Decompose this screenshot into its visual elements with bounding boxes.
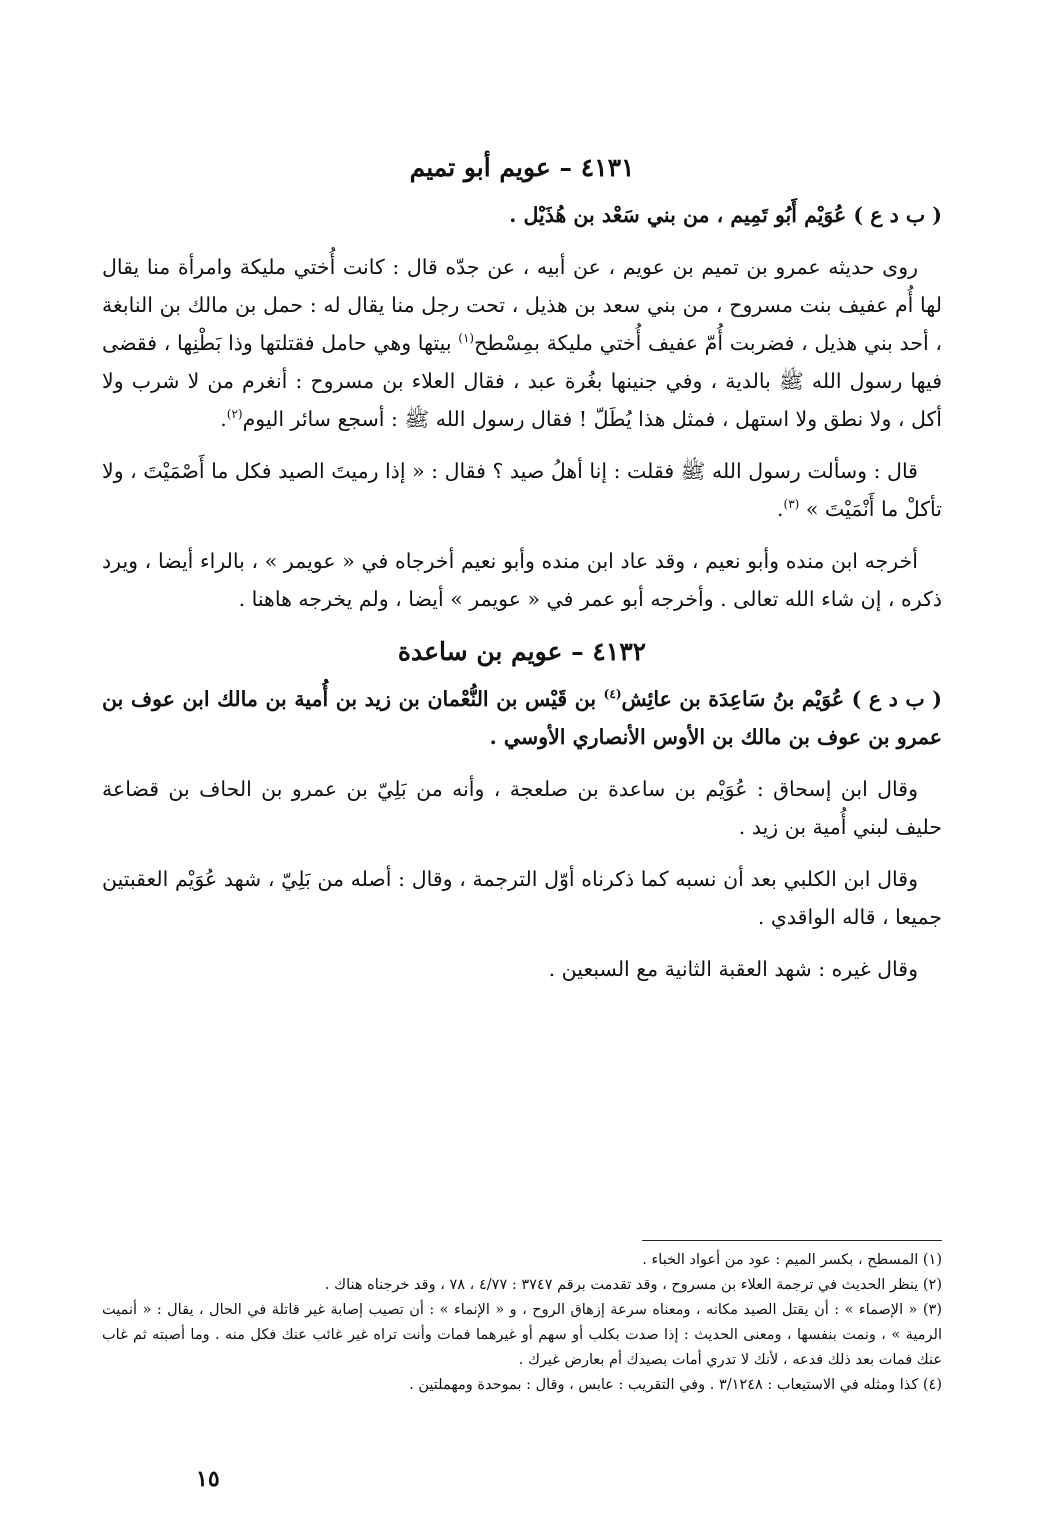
main-text: [102, 148, 942, 1002]
entry-header-4132: [102, 680, 942, 756]
paragraph-end: .: [220, 407, 227, 431]
footnote-3: (٣) « الإصماء » : أن يقتل الصيد مكانه ، ومعناه سرعة إزهاق الروح ، و « الإنماء » : أن تصيب إصابة غير قاتلة في الحال ، يقال : « أنميت الرمية » ، ونمت بنفسها ، ومعنى الحديث : إذا صدت بكلب أو سهم أو غيرهما فمات وأنت تراه غير غائب عنك فكل منه . وما أصبته ثم غاب عنك فمات بعد ذلك فدعه ، لأنك لا تدري أمات بصيدك أم بعارض غيرك .: [102, 1302, 942, 1368]
paragraph: وقال غيره : شهد العقبة الثانية مع السبعين .: [548, 957, 918, 981]
paragraph: [102, 452, 942, 528]
footnote-4: (٤) كذا ومثله في الاستيعاب : ٣/١٢٤٨ . وفي التقريب : عابس ، وقال : بموحدة ومهملتين .: [409, 1377, 942, 1393]
paragraph: أخرجه ابن منده وأبو نعيم ، وقد عاد ابن منده وأبو نعيم أخرجاه في « عويمر » ، بالراء أيضا ، ويرد ذكره ، إن شاء الله تعالى . وأخرجه أبو عمر في « عويمر » أيضا ، ولم يخرجه هاهنا .: [102, 549, 942, 611]
entry-header-text: بن قَيْس بن النُّعْمان بن زيد بن أُمية بن مالك ابن عوف بن عمرو بن عوف بن مالك بن الأوس الأنصاري الأوسي .: [102, 687, 942, 749]
paragraph: وقال ابن إسحاق : عُوَيْم بن ساعدة بن صلعجة ، وأنه من بَلِيّ بن عمرو بن الحاف بن قضاعة حليف لبني أُمية بن زيد .: [102, 777, 942, 839]
footnote-ref[interactable]: (١): [458, 331, 475, 346]
footnote-divider: [642, 1240, 942, 1241]
footnote-2: (٢) ينظر الحديث في ترجمة العلاء بن مسروح ، وقد تقدمت برقم ٣٧٤٧ : ٤/٧٧ ، ٧٨ ، وقد خرجناه هناك .: [324, 1277, 942, 1293]
footnote-ref[interactable]: (٣): [783, 497, 800, 512]
paragraph: وقال ابن الكلبي بعد أن نسبه كما ذكرناه أوّل الترجمة ، وقال : أصله من بَلِيّ ، شهد عُوَيْم العقبتين جميعا ، قاله الواقدي .: [102, 867, 942, 929]
footnote-ref[interactable]: (٤): [603, 687, 622, 702]
paragraph-end: .: [776, 497, 784, 521]
paragraph-text: بيتها وهي حامل فقتلتها وذا بَطْنِها ، فقضى فيها رسول الله ﷺ بالدية ، وفي جنينها بغُرة عبد ، فقال العلاء بن مسروح : أنغرم من لا شرب ولا أكل ، ولا نطق ولا استهل ، فمثل هذا يُطَلّ ! فقال رسول الله ﷺ : أسجع سائر اليوم: [102, 331, 942, 431]
entry-header-4131: ( ب د ع ) عُوَيْم أَبُو تَمِيم ، من بني سَعْد بن هُذَيْل .: [509, 203, 942, 227]
footnote-1: (١) المسطح ، بكسر الميم : عود من أعواد الخباء .: [642, 1252, 942, 1268]
entry-title-4131: ٤١٣١ – عويم أبو تميم: [409, 153, 635, 182]
entry-header-text: ( ب د ع ) عُوَيْم بنُ سَاعِدَة بن عائِش: [621, 687, 942, 711]
paragraph-text: قال : وسألت رسول الله ﷺ فقلت : إنا أهلُ صيد ؟ فقال : « إذا رميتَ الصيد فكل ما أَصْمَيْتَ ، ولا تأكلْ ما أَنْمَيْتَ »: [102, 459, 942, 521]
paragraph: [102, 248, 942, 438]
paragraph-text: روى حديثه عمرو بن تميم بن عويم ، عن أبيه ، عن جدّه قال : كانت أُختي مليكة وامرأة منا يقال لها أُم عفيف بنت مسروح ، من بني سعد بن هذيل ، تحت رجل منا يقال له : حمل بن مالك بن النابغة ، أحد بني هذيل ، فضربت أُمّ عفيف أُختي مليكة بمِسْطح: [102, 255, 942, 355]
footnote-ref[interactable]: (٢): [226, 407, 243, 422]
footnotes: [102, 1248, 942, 1398]
page-number: ١٥: [196, 1466, 220, 1492]
entry-title-4132: ٤١٣٢ – عويم بن ساعدة: [397, 637, 647, 666]
